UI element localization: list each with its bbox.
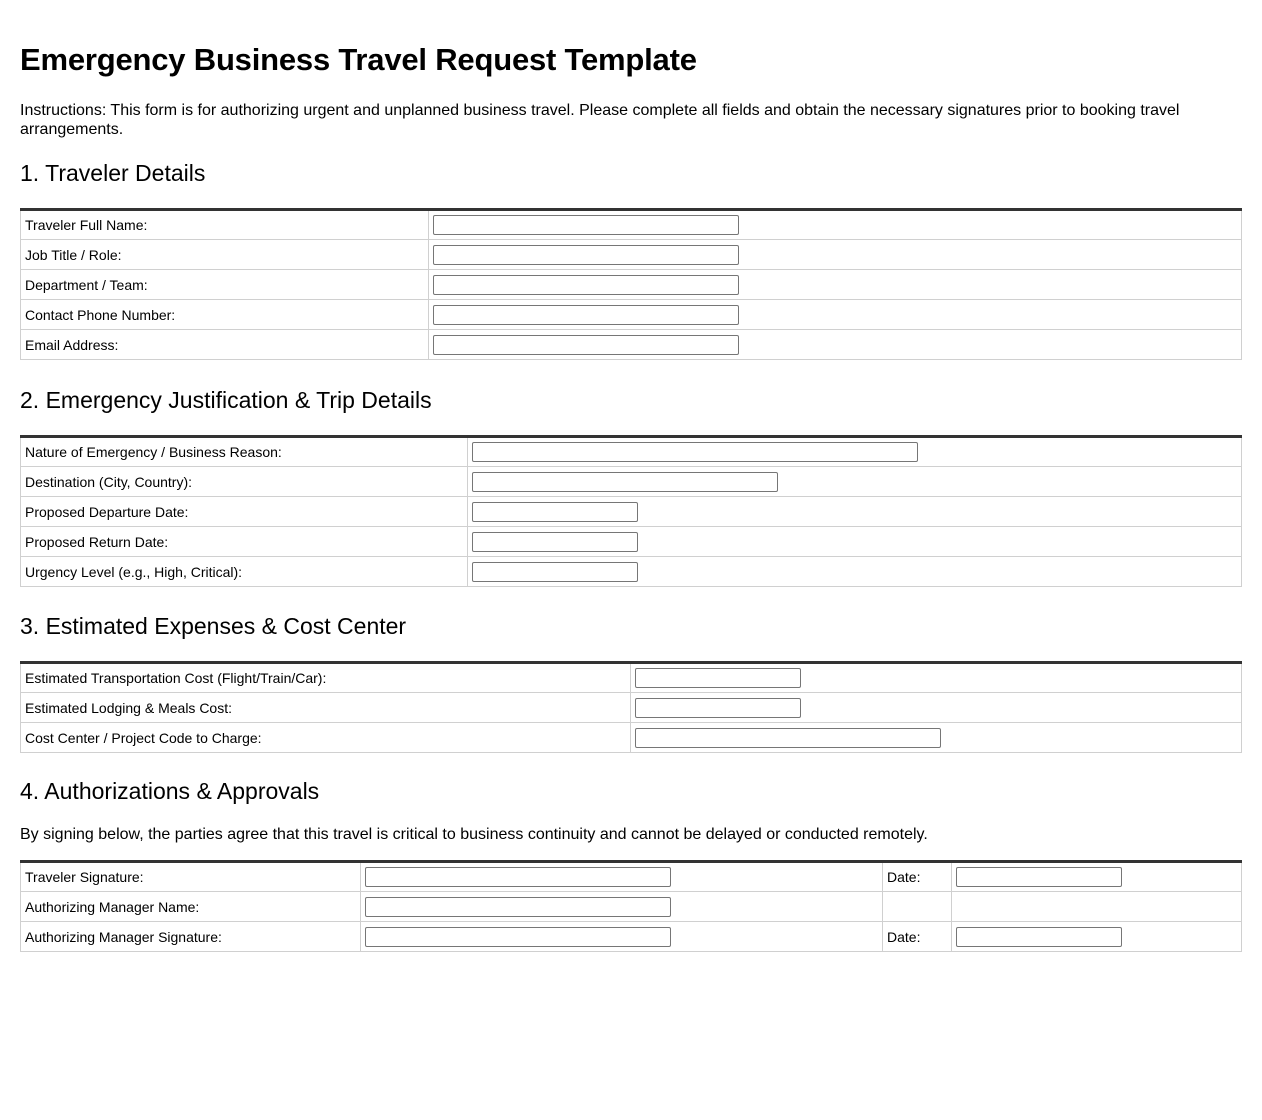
field-label: Job Title / Role: bbox=[21, 240, 429, 270]
field-label: Authorizing Manager Signature: bbox=[21, 922, 361, 952]
section-3-heading: 3. Estimated Expenses & Cost Center bbox=[20, 613, 407, 639]
field-label: Department / Team: bbox=[21, 270, 429, 300]
empty-cell bbox=[952, 892, 1242, 922]
manager-name-input[interactable] bbox=[365, 897, 671, 917]
destination-input[interactable] bbox=[472, 472, 778, 492]
table-row bbox=[21, 270, 1242, 300]
field-label: Cost Center / Project Code to Charge: bbox=[21, 723, 631, 753]
table-row bbox=[21, 330, 1242, 360]
email-input[interactable] bbox=[433, 335, 739, 355]
field-label: Estimated Transportation Cost (Flight/Train/Car): bbox=[21, 663, 631, 693]
table-row bbox=[21, 527, 1242, 557]
table-row bbox=[21, 210, 1242, 240]
date-label: Date: bbox=[883, 922, 952, 952]
field-label: Destination (City, Country): bbox=[21, 467, 468, 497]
table-row bbox=[21, 467, 1242, 497]
page-title: Emergency Business Travel Request Template bbox=[20, 42, 697, 77]
traveler-signature-input[interactable] bbox=[365, 867, 671, 887]
field-label: Estimated Lodging & Meals Cost: bbox=[21, 693, 631, 723]
field-label: Contact Phone Number: bbox=[21, 300, 429, 330]
field-label: Email Address: bbox=[21, 330, 429, 360]
urgency-level-input[interactable] bbox=[472, 562, 638, 582]
field-label: Traveler Signature: bbox=[21, 862, 361, 892]
traveler-details-table bbox=[20, 208, 1242, 360]
section-4-heading: 4. Authorizations & Approvals bbox=[20, 778, 320, 804]
department-input[interactable] bbox=[433, 275, 739, 295]
manager-signature-date-input[interactable] bbox=[956, 927, 1122, 947]
table-row bbox=[21, 892, 1242, 922]
emergency-reason-input[interactable] bbox=[472, 442, 918, 462]
instructions-text: Instructions: This form is for authorizing urgent and unplanned business travel. Please complete all fields and obtain the necessary signatures prior to booking travel arrangements. bbox=[20, 102, 1180, 138]
table-row bbox=[21, 557, 1242, 587]
section-1-heading: 1. Traveler Details bbox=[20, 160, 206, 186]
table-row bbox=[21, 723, 1242, 753]
table-row bbox=[21, 300, 1242, 330]
traveler-full-name-input[interactable] bbox=[433, 215, 739, 235]
departure-date-input[interactable] bbox=[472, 502, 638, 522]
field-label: Authorizing Manager Name: bbox=[21, 892, 361, 922]
table-row bbox=[21, 437, 1242, 467]
field-label: Nature of Emergency / Business Reason: bbox=[21, 437, 468, 467]
contact-phone-input[interactable] bbox=[433, 305, 739, 325]
field-label: Proposed Departure Date: bbox=[21, 497, 468, 527]
transportation-cost-input[interactable] bbox=[635, 668, 801, 688]
section-2-heading: 2. Emergency Justification & Trip Details bbox=[20, 387, 432, 413]
table-row bbox=[21, 240, 1242, 270]
job-title-input[interactable] bbox=[433, 245, 739, 265]
trip-details-table bbox=[20, 435, 1242, 587]
expenses-table bbox=[20, 661, 1242, 753]
table-row bbox=[21, 497, 1242, 527]
empty-cell bbox=[883, 892, 952, 922]
field-label: Traveler Full Name: bbox=[21, 210, 429, 240]
cost-center-input[interactable] bbox=[635, 728, 941, 748]
return-date-input[interactable] bbox=[472, 532, 638, 552]
approvals-table bbox=[20, 860, 1242, 952]
field-label: Urgency Level (e.g., High, Critical): bbox=[21, 557, 468, 587]
traveler-signature-date-input[interactable] bbox=[956, 867, 1122, 887]
date-label: Date: bbox=[883, 862, 952, 892]
field-label: Proposed Return Date: bbox=[21, 527, 468, 557]
table-row bbox=[21, 862, 1242, 892]
table-row bbox=[21, 663, 1242, 693]
authorization-statement: By signing below, the parties agree that this travel is critical to business continuity and cannot be delayed or conducted remotely. bbox=[20, 826, 928, 843]
table-row bbox=[21, 693, 1242, 723]
manager-signature-input[interactable] bbox=[365, 927, 671, 947]
table-row bbox=[21, 922, 1242, 952]
lodging-meals-cost-input[interactable] bbox=[635, 698, 801, 718]
